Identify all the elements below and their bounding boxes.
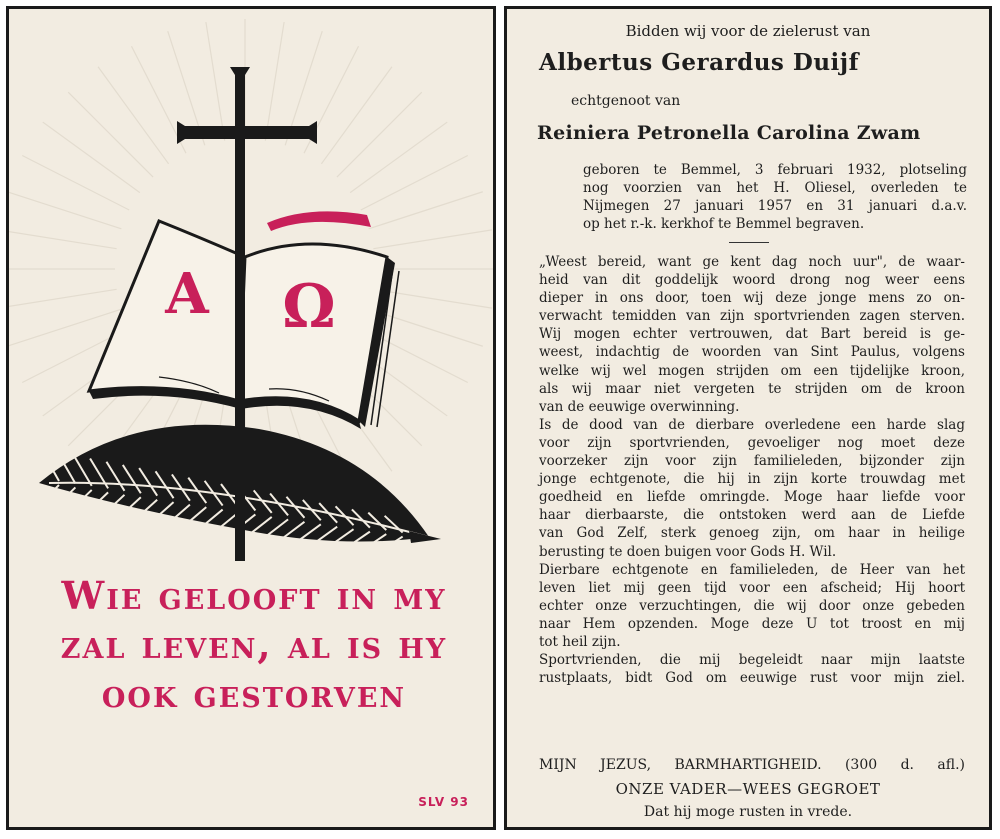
bio-line: nog voorzien van het H. Oliesel, overleden te	[583, 180, 967, 196]
cross-book-quill-emblem	[9, 9, 493, 569]
body-line: voorzeker zijn voor zijn familieleden, bijzonder zijn	[539, 453, 965, 470]
printer-code: SLV 93	[418, 795, 469, 809]
body-line: haar dierbaarste, die ontstoken werd aan de Liefde	[539, 507, 965, 524]
scripture-motto	[9, 571, 499, 718]
spouse-name: Reiniera Petronella Carolina Zwam	[537, 122, 921, 144]
memorial-card-back	[504, 6, 992, 830]
bio-line: geboren te Bemmel, 3 februari 1932, plotseling	[583, 162, 967, 178]
bio-line: op het r.-k. kerkhof te Bemmel begraven.	[583, 216, 865, 232]
motto-line: zal leven, al is hy	[60, 622, 448, 667]
spouse-label: echtgenoot van	[571, 93, 681, 109]
body-line: Wij mogen echter vertrouwen, dat Bart bereid is ge-	[539, 326, 965, 343]
body-line: van God Zelf, sterk genoeg zijn, om haar in heilige	[539, 525, 965, 542]
body-line: berusting te doen buigen voor Gods H. Wil.	[539, 543, 837, 560]
alpha-letter: A	[165, 261, 209, 327]
divider	[729, 242, 769, 243]
body-line: voor zijn sportvrienden, gevoeliger nog moet deze	[539, 434, 965, 451]
motto-line: Wie gelooft in my	[61, 573, 447, 618]
body-line: Dierbare echtgenote en familieleden, de Heer van het	[539, 561, 965, 578]
bio-line: Nijmegen 27 januari 1957 en 31 januari d.a.v.	[583, 198, 967, 214]
body-line: jonge echtgenote, die hij in zijn korte trouwdag met	[539, 471, 965, 488]
closing-line: Dat hij moge rusten in vrede.	[643, 804, 853, 820]
body-line: heid van dit goddelijk woord drong nog weer eens	[539, 272, 965, 289]
indulgence-prayer: MIJN JEZUS, BARMHARTIGHEID. (300 d. afl.)	[539, 757, 965, 773]
prayer-intro: Bidden wij voor de zielerust van	[625, 22, 871, 40]
body-line: Sportvrienden, die mij begeleidt naar mijn laatste	[539, 652, 965, 669]
body-line: Is de dood van de dierbare overledene een harde slag	[539, 416, 965, 433]
body-line: weest, indachtig de woorden van Sint Paulus, volgens	[539, 344, 965, 361]
memorial-card-front	[6, 6, 496, 830]
body-line: leven liet mij geen tijd voor een afscheid; Hij hoort	[539, 579, 965, 596]
our-father-hail-mary: ONZE VADER—WEES GEGROET	[615, 780, 881, 798]
body-line: van de eeuwige overwinning.	[539, 398, 740, 415]
body-line: dieper in ons door, toen wij deze jonge mens zo on-	[539, 290, 965, 307]
body-line: „Weest bereid, want ge kent dag noch uur", de waar-	[539, 254, 965, 270]
motto-line: ook gestorven	[101, 671, 407, 716]
body-line: echter onze verzuchtingen, die wij door onze gebeden	[539, 597, 965, 614]
biography-text	[583, 161, 967, 233]
body-line: verwacht temidden van zijn sportvrienden zagen sterven.	[539, 308, 965, 325]
omega-letter: Ω	[282, 272, 336, 342]
memorial-text	[539, 253, 965, 687]
body-line: welke wij wel mogen strijden om een tijdelijke kroon,	[539, 362, 965, 379]
body-line: naar Hem opzenden. Moge deze U tot troost en mij	[539, 615, 965, 632]
body-line: goedheid en liefde omringde. Moge haar liefde voor	[539, 489, 965, 506]
body-line: rustplaats, bidt God om eeuwige rust voor mijn ziel.	[539, 670, 965, 687]
deceased-name: Albertus Gerardus Duijf	[539, 49, 860, 76]
body-line: tot heil zijn.	[539, 633, 621, 650]
body-line: als wij maar niet vergeten te strijden om de kroon	[539, 380, 965, 397]
